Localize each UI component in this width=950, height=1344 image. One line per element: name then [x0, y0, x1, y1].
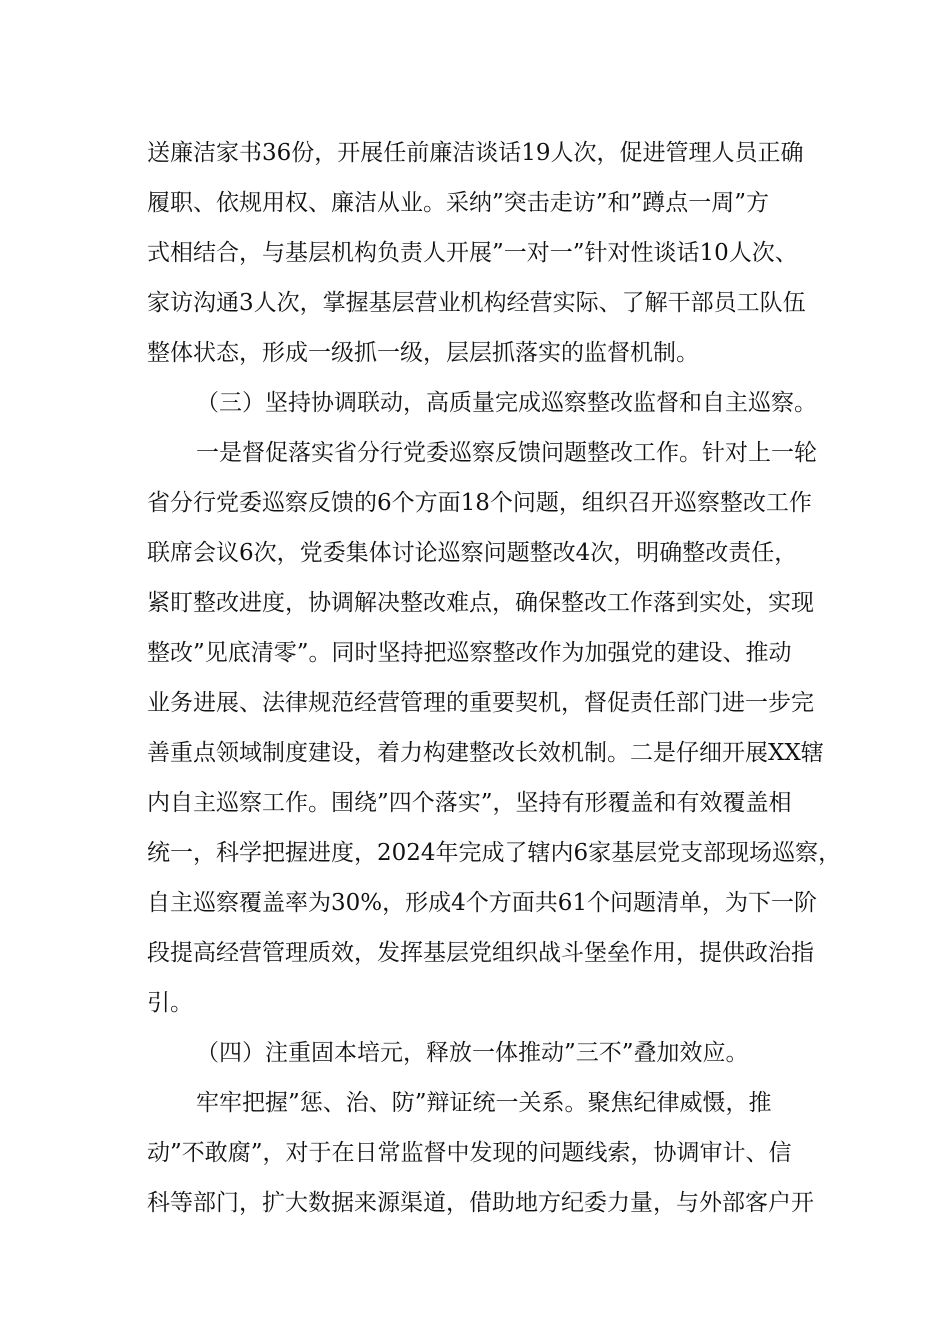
- body-text-line: 送廉洁家书36份，开展任前廉洁谈话19人次，促进管理人员正确: [147, 140, 804, 166]
- body-text-line: 动”不敢腐”，对于在日常监督中发现的问题线索，协调审计、信: [147, 1140, 792, 1166]
- body-text-line: 业务进展、法律规范经营管理的重要契机，督促责任部门进一步完: [147, 690, 814, 716]
- body-text-line: 统一，科学把握进度，2024年完成了辖内6家基层党支部现场巡察，: [147, 840, 842, 866]
- body-text-line: 整体状态，形成一级抓一级，层层抓落实的监督机制。: [147, 340, 699, 366]
- body-text-line: 紧盯整改进度，协调解决整改难点，确保整改工作落到实处，实现: [147, 590, 814, 616]
- body-text-line: 内自主巡察工作。围绕”四个落实”，坚持有形覆盖和有效覆盖相: [147, 790, 792, 816]
- body-text-line: 引。: [147, 990, 193, 1016]
- body-text-line: 家访沟通3人次，掌握基层营业机构经营实际、了解干部员工队伍: [147, 290, 806, 316]
- body-text-line: 牢牢把握”惩、治、防”辩证统一关系。聚焦纪律威慑，推: [196, 1090, 772, 1116]
- body-text-line: 段提高经营管理质效，发挥基层党组织战斗堡垒作用，提供政治指: [147, 940, 814, 966]
- body-text-line: 善重点领域制度建设，着力构建整改长效机制。二是仔细开展XX辖: [147, 740, 824, 766]
- body-text-line: 省分行党委巡察反馈的6个方面18个问题，组织召开巡察整改工作: [147, 490, 812, 516]
- body-text-line: 式相结合，与基层机构负责人开展”一对一”针对性谈话10人次、: [147, 240, 798, 266]
- body-text-line: 科等部门，扩大数据来源渠道，借助地方纪委力量，与外部客户开: [147, 1190, 814, 1216]
- body-text-line: 自主巡察覆盖率为30%，形成4个方面共61个问题清单，为下一阶: [147, 890, 818, 916]
- section-heading-4: （四）注重固本培元，释放一体推动”三不”叠加效应。: [196, 1040, 749, 1066]
- body-text-line: 整改”见底清零”。同时坚持把巡察整改作为加强党的建设、推动: [147, 640, 792, 666]
- body-text-line: 一是督促落实省分行党委巡察反馈问题整改工作。针对上一轮: [196, 440, 817, 466]
- body-text-line: 履职、依规用权、廉洁从业。采纳”突击走访”和”蹲点一周”方: [147, 190, 770, 216]
- section-heading-3: （三）坚持协调联动，高质量完成巡察整改监督和自主巡察。: [196, 390, 817, 416]
- body-text-line: 联席会议6次，党委集体讨论巡察问题整改4次，明确整改责任，: [147, 540, 798, 566]
